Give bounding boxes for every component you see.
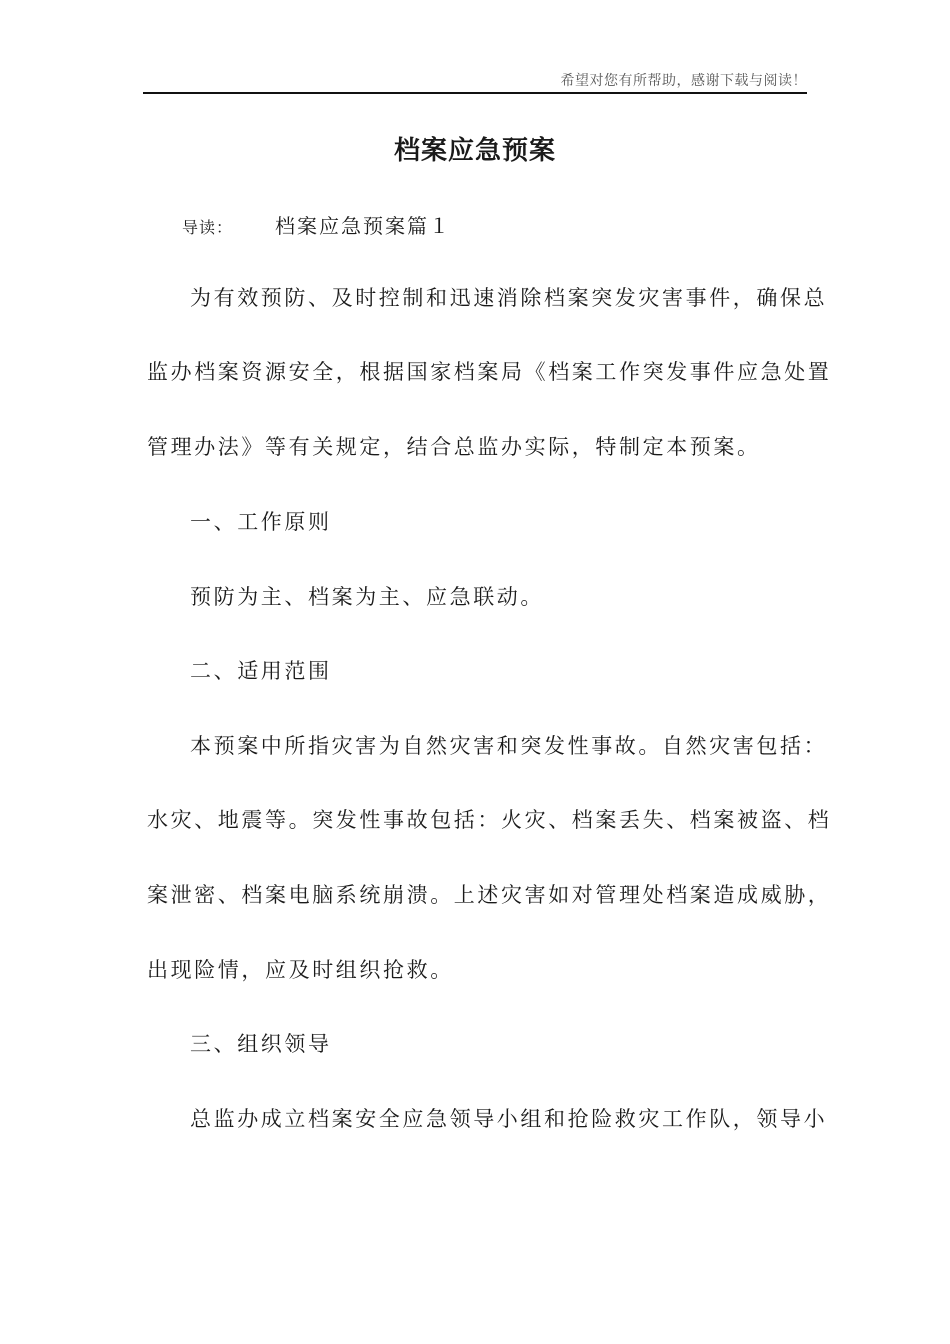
intro-text: 档案应急预案篇１ (275, 214, 452, 238)
section-heading: 二、适用范围 (190, 659, 332, 683)
section-heading: 三、组织领导 (190, 1032, 332, 1056)
paragraph-line: 案泄密、档案电脑系统崩溃。上述灾害如对管理处档案造成威胁， (147, 883, 832, 907)
paragraph-line: 为有效预防、及时控制和迅速消除档案突发灾害事件，确保总 (190, 286, 828, 310)
section-heading: 一、工作原则 (190, 510, 332, 534)
paragraph-line: 监办档案资源安全，根据国家档案局《档案工作突发事件应急处置 (147, 360, 832, 384)
document-title: 档案应急预案 (393, 136, 556, 166)
paragraph-line: 出现险情，应及时组织抢救。 (147, 958, 454, 982)
intro-label: 导读： (182, 218, 234, 237)
paragraph-line: 水灾、地震等。突发性事故包括：火灾、档案丢失、档案被盗、档 (147, 808, 832, 832)
paragraph-line: 总监办成立档案安全应急领导小组和抢险救灾工作队，领导小 (190, 1107, 828, 1131)
paragraph-line: 管理办法》等有关规定，结合总监办实际，特制定本预案。 (147, 435, 761, 459)
paragraph-line: 本预案中所指灾害为自然灾害和突发性事故。自然灾害包括： (190, 734, 828, 758)
paragraph-line: 预防为主、档案为主、应急联动。 (190, 585, 544, 609)
header-divider (143, 92, 807, 94)
intro-line (182, 210, 451, 239)
header-note: 希望对您有所帮助，感谢下载与阅读！ (560, 73, 807, 89)
